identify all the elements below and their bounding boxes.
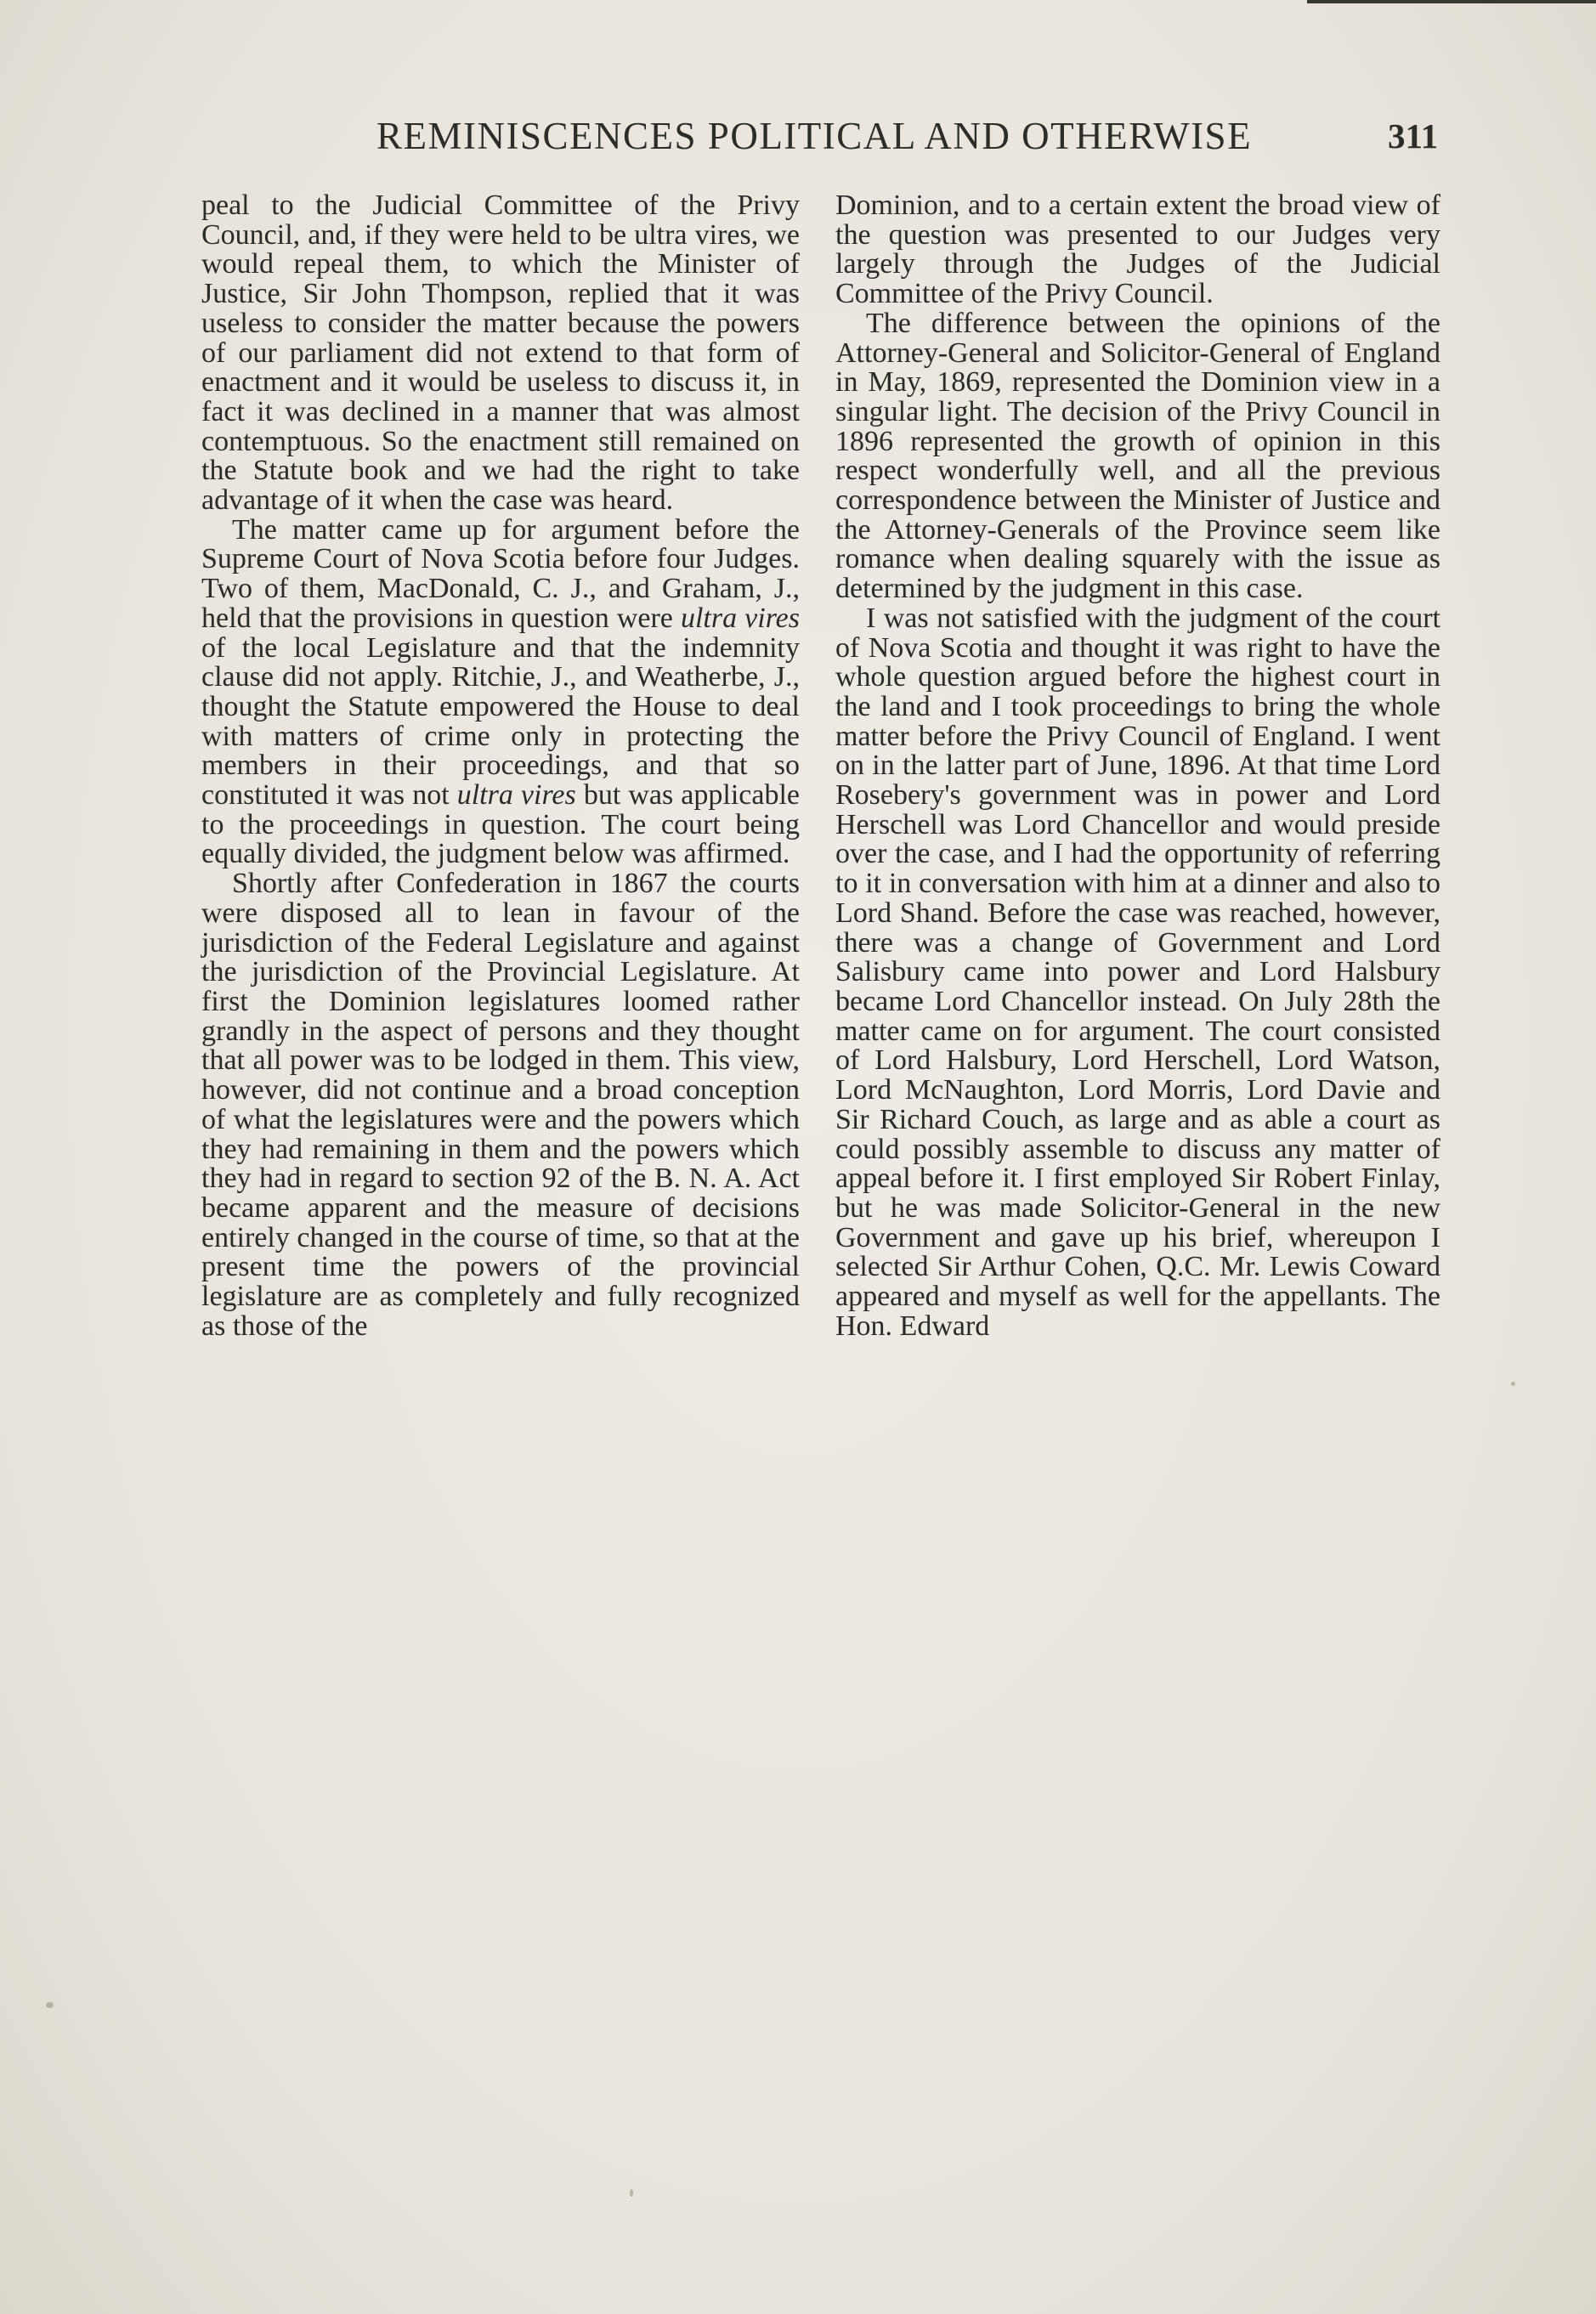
right-paragraph-2: The difference between the opinions of the Attorney-General and Solicitor-General of England in May, 1869, represented the Dominion view in a singular light. The decision of the Privy Council in 1896 represented the growth of opinion in this respect wonderfully well, and all the previous correspondence between the Minister of Justice and the Attorney-Generals of the Province seem like romance when dealing squarely with the issue as determined by the judgment in this case. xyxy=(835,307,1440,605)
ink-smudge xyxy=(1511,1382,1515,1386)
page-number: 311 xyxy=(1388,116,1439,156)
left-paragraph-2 xyxy=(201,513,800,870)
ink-smudge xyxy=(630,2189,633,2197)
left-column xyxy=(201,191,800,1341)
running-head-title: REMINISCENCES POLITICAL AND OTHERWISE xyxy=(376,115,1253,157)
left-paragraph-2-text-a: The matter came up for argument before the Supreme Court of Nova Scotia before four Judges. Two of them, MacDonald, C. J., and Graham, J., held that the provisions in question were xyxy=(201,513,800,634)
right-column xyxy=(835,191,1440,1341)
left-paragraph-2-italic-1: ultra vires xyxy=(680,602,800,634)
left-paragraph-2-italic-2: ultra vires xyxy=(456,779,576,812)
right-paragraph-1: Dominion, and to a certain extent the broad view of the question was presented to our Judges very largely through the Judges of the Judicial Committee of the Privy Council. xyxy=(835,190,1440,310)
left-paragraph-2-text-b: of the local Legislature and that the indemnity clause did not apply. Ritchie, J., and Weatherbe, J., thought the Statute empowered the House to deal with matters of crime only in protecting the members in their proceedings, and that so constituted it was not xyxy=(201,631,800,812)
left-paragraph-3: Shortly after Confederation in 1867 the courts were disposed all to lean in favour of the jurisdiction of the Federal Legislature and against the jurisdiction of the Provincial Legislature. At first the Dominion legislatures loomed rather grandly in the aspect of persons and they thought that all power was to be lodged in them. This view, however, did not continue and a broad conception of what the legislatures were and the powers which they had remaining in them and the powers which they had in regard to section 92 of the B. N. A. Act became apparent and the measure of decisions entirely changed in the course of time, so that at the present time the powers of the provincial legislature are as completely and fully recognized as those of the xyxy=(201,868,800,1342)
left-paragraph-2-text-c: but was applicable to the proceedings in question. The court being equally divided, the judgment below was affirmed. xyxy=(201,779,800,870)
ink-smudge xyxy=(46,2002,54,2008)
running-head xyxy=(0,114,1596,161)
right-paragraph-3: I was not satisfied with the judgment of the court of Nova Scotia and thought it was right to have the whole question argued before the highest court in the land and I took proceedings to bring the whole matter before the Privy Council of England. I went on in the latter part of June, 1896. At that time Lord Rosebery's government was in power and Lord Herschell was Lord Chancellor and would preside over the case, and I had the opportunity of referring to it in conversation with him at a dinner and also to Lord Shand. Before the case was reached, however, there was a change of Government and Lord Salisbury came into power and Lord Halsbury became Lord Chancellor instead. On July 28th the matter came on for argument. The court consisted of Lord Halsbury, Lord Herschell, Lord Watson, Lord McNaughton, Lord Morris, Lord Davie and Sir Richard Couch, as large and as able a court as could possibly assemble to discuss any matter of appeal before it. I first employed Sir Robert Finlay, but he was made Solicitor-General in the new Government and gave up his brief, whereupon I selected Sir Arthur Cohen, Q.C. Mr. Lewis Coward appeared and myself as well for the appellants. The Hon. Edward xyxy=(835,602,1440,1342)
page-edge-shadow xyxy=(1307,0,1596,3)
left-paragraph-1: peal to the Judicial Committee of the Privy Council, and, if they were held to be ultra vires, we would repeal them, to which the Minister of Justice, Sir John Thompson, replied that it was useless to consider the matter because the powers of our parliament did not extend to that form of enactment and it would be useless to discuss it, in fact it was declined in a manner that was almost contemptuous. So the enactment still remained on the Statute book and we had the right to take advantage of it when the case was heard. xyxy=(201,190,800,517)
